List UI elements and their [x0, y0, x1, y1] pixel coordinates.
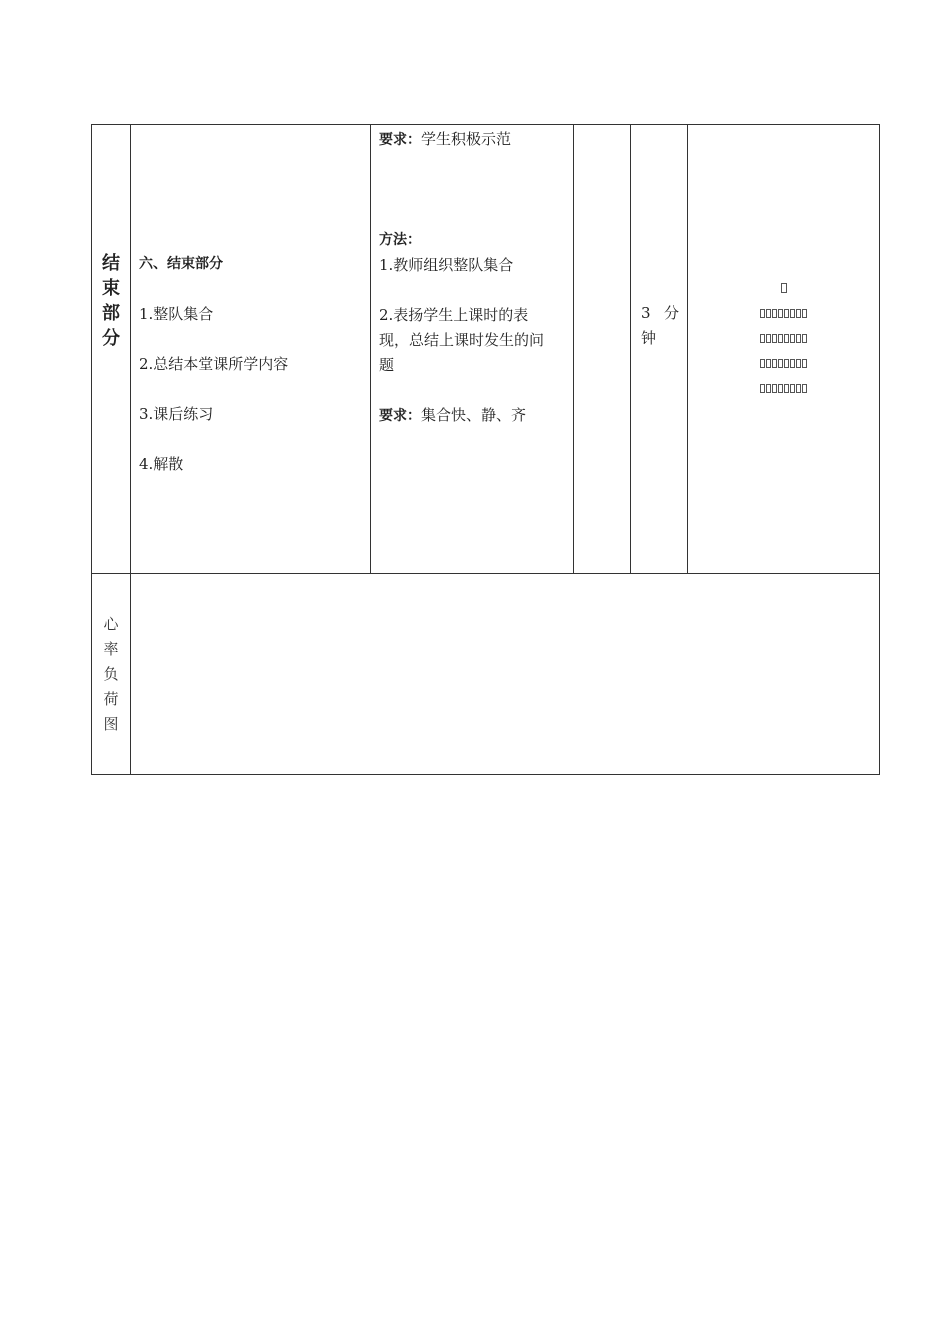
time-cell	[631, 125, 688, 574]
requirement-line: 要求：学生积极示范	[379, 130, 512, 148]
time-unit: 分	[663, 304, 679, 322]
teacher-position-icon	[688, 275, 879, 300]
method-line: 题	[379, 356, 395, 374]
content-item: 3.课后练习	[139, 405, 214, 423]
content-item: 4.解散	[139, 455, 184, 473]
method-line: 2.表扬学生上课时的表	[379, 306, 529, 324]
student-row-icon	[688, 300, 879, 325]
lesson-plan-table	[91, 124, 880, 775]
formation-diagram	[688, 275, 879, 400]
method-line: 1.教师组织整队集合	[379, 256, 514, 274]
time-unit-2: 钟	[641, 329, 657, 347]
content-heading: 六、结束部分	[139, 256, 223, 272]
method-line: 现，总结上课时发生的问	[379, 331, 545, 349]
method-heading: 方法：	[379, 232, 421, 248]
time-value: 3	[641, 304, 651, 322]
heart-rate-chart-area	[131, 574, 880, 775]
student-row-icon	[688, 325, 879, 350]
formation-diagram-cell	[688, 125, 880, 574]
content-cell	[131, 125, 371, 574]
heart-rate-label: 心 率 负 荷 图	[103, 615, 119, 733]
method-cell	[371, 125, 574, 574]
content-item: 1.整队集合	[139, 305, 214, 323]
heart-rate-row	[92, 574, 880, 775]
heart-rate-label-cell	[92, 574, 131, 775]
blank-cell	[574, 125, 631, 574]
student-row-icon	[688, 375, 879, 400]
content-item: 2.总结本堂课所学内容	[139, 355, 289, 373]
requirement-line: 要求：集合快、静、齐	[379, 406, 527, 424]
student-row-icon	[688, 350, 879, 375]
closing-section-row	[92, 125, 880, 574]
section-label: 结 束 部 分	[102, 253, 120, 349]
section-label-cell	[92, 125, 131, 574]
